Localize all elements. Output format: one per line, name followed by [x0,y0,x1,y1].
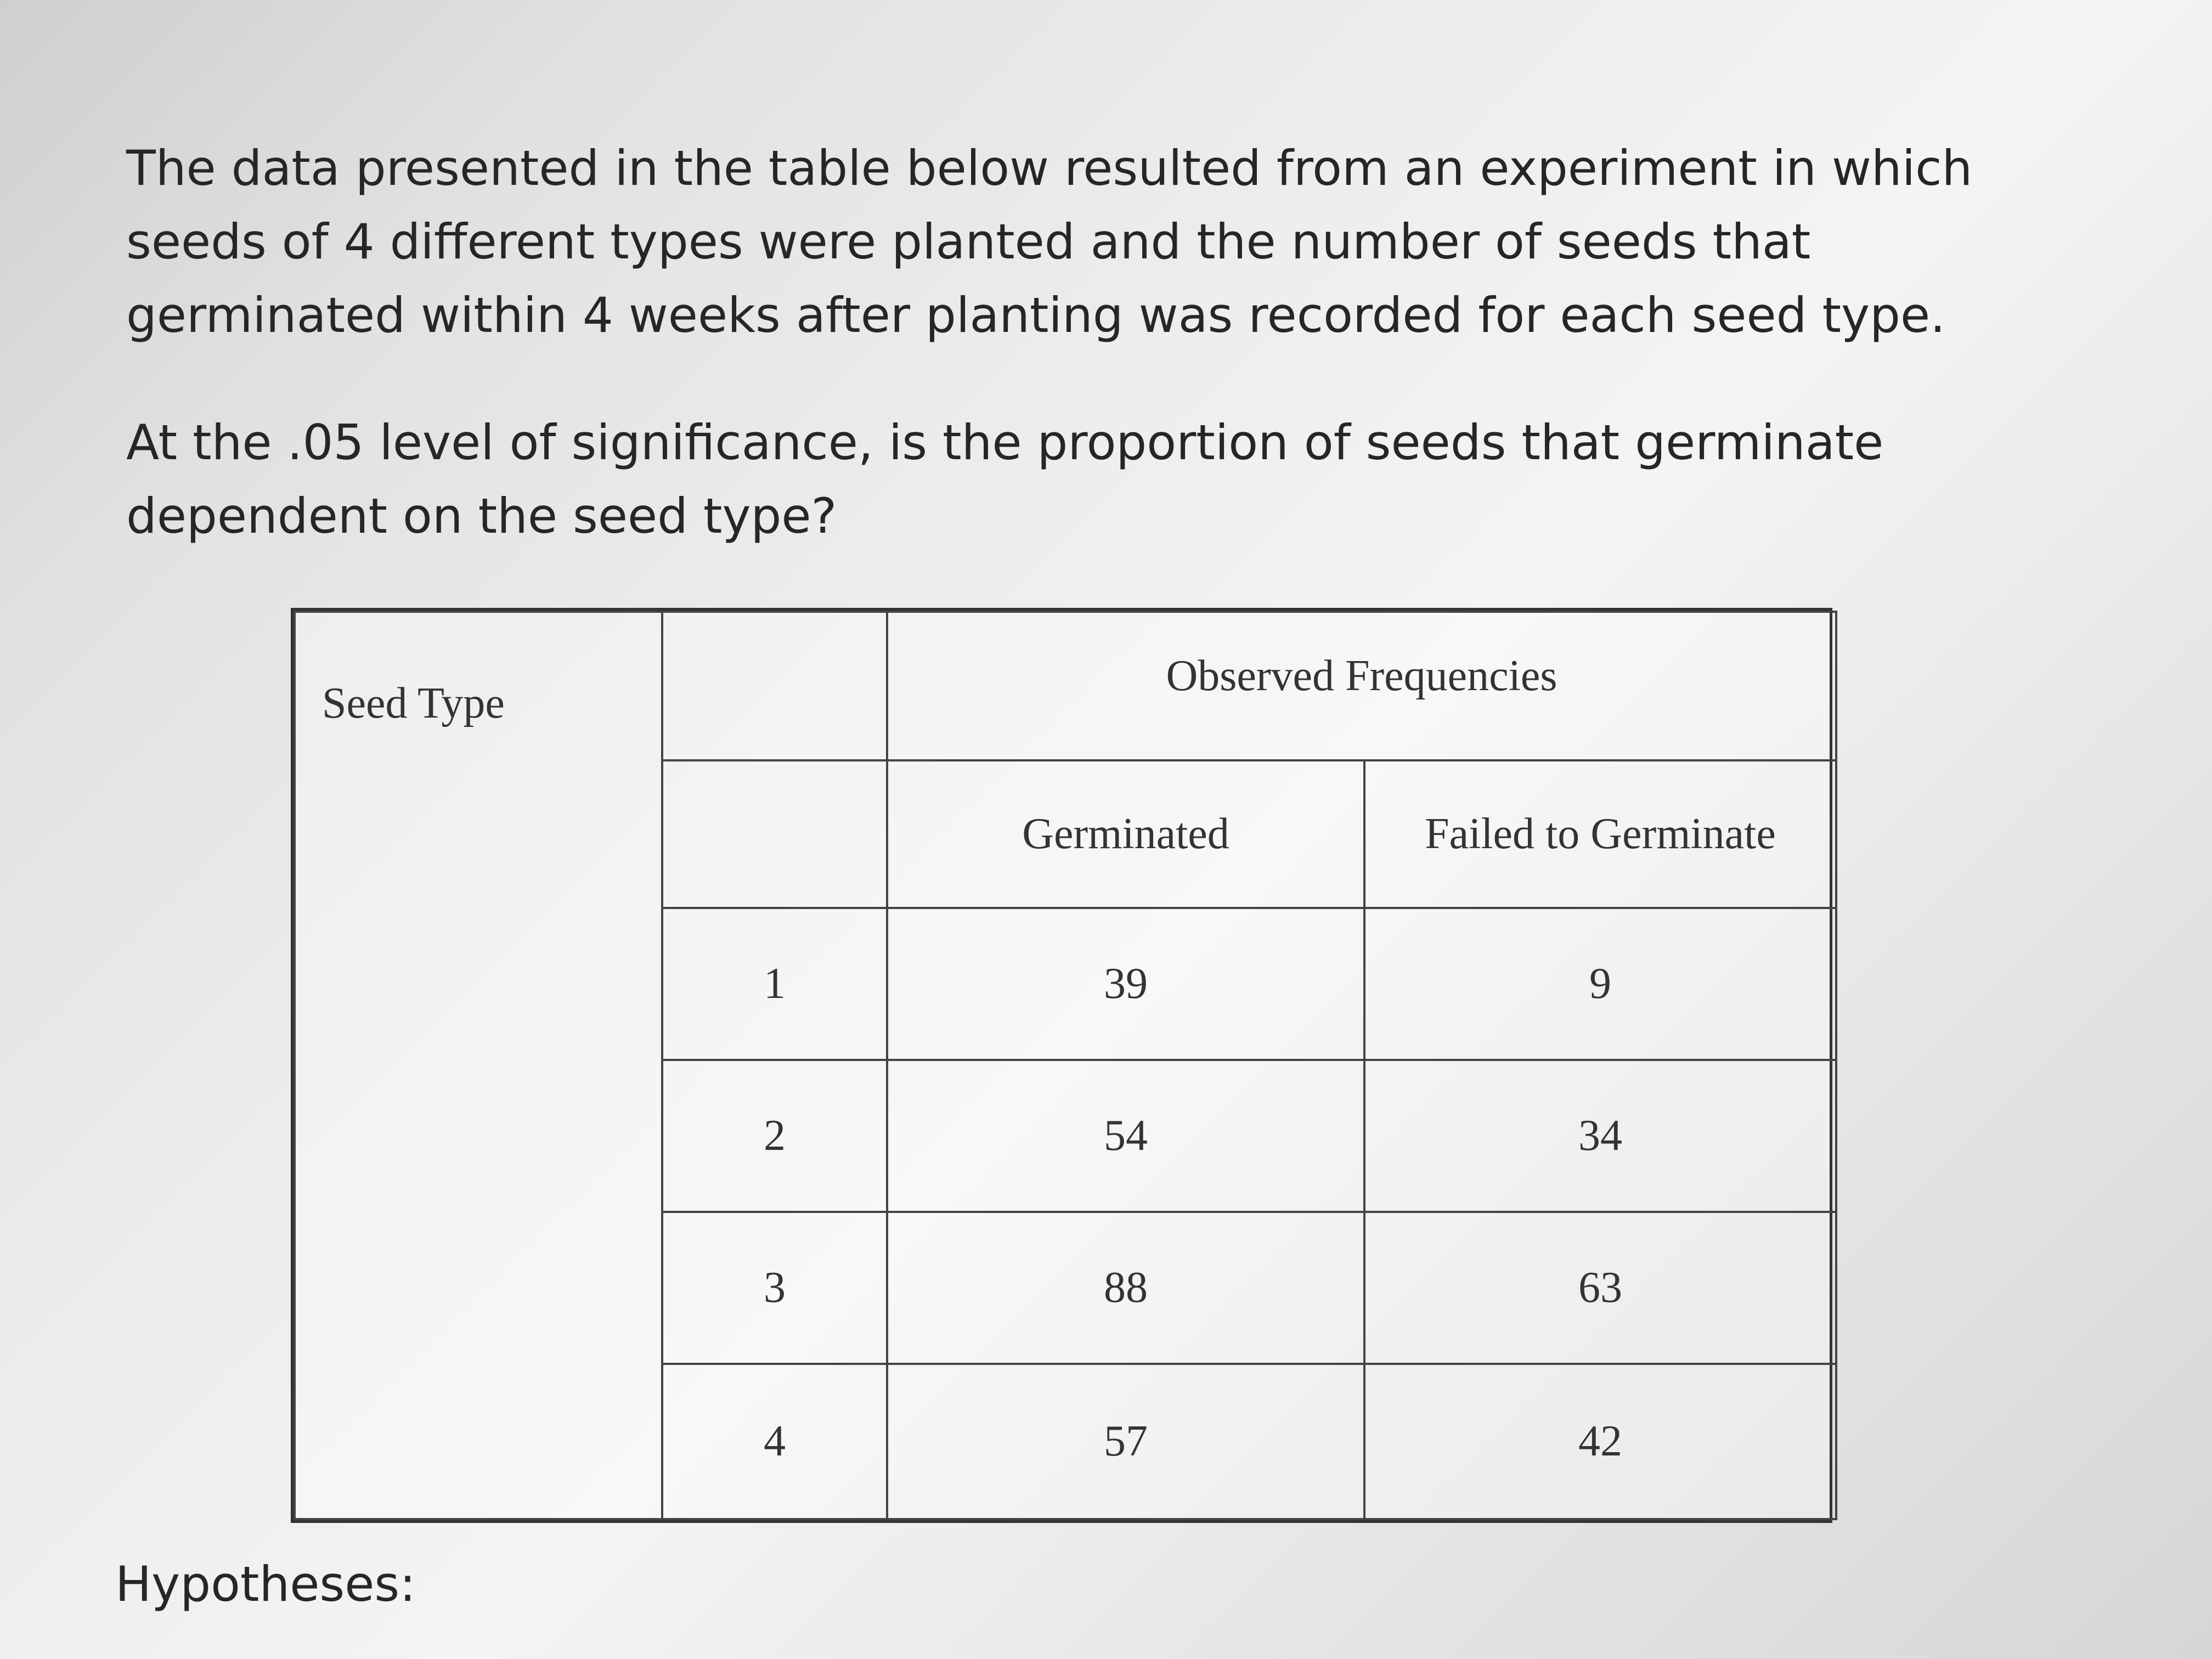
failed-cell: 63 [1364,1212,1836,1364]
intro-paragraph: The data presented in the table below resulted from an experiment in which seeds of 4 different types were planted and the number of seeds that germinated within 4 weeks after planting was recorded for each seed type. [126,140,1973,343]
germinated-cell: 54 [887,1060,1364,1212]
failed-cell: 42 [1364,1364,1836,1519]
germinated-header: Germinated [887,760,1364,908]
seed-number-cell: 2 [662,1060,887,1212]
seed-number-cell: 1 [662,908,887,1060]
seed-type-label: Seed Type [295,612,662,1519]
header-empty-cell [662,612,887,760]
germinated-cell: 88 [887,1212,1364,1364]
hypotheses-label: Hypotheses: [115,1556,416,1612]
failed-cell: 34 [1364,1060,1836,1212]
failed-cell: 9 [1364,908,1836,1060]
seed-number-cell: 4 [662,1364,887,1519]
question-paragraph: At the .05 level of significance, is the proportion of seeds that germinate dependent on the seed type? [126,414,1884,544]
failed-header: Failed to Germinate [1364,760,1836,908]
subheader-empty-cell [662,760,887,908]
observed-frequencies-table [291,608,1832,1523]
germinated-cell: 39 [887,908,1364,1060]
observed-frequencies-header: Observed Frequencies [887,612,1836,760]
germinated-cell: 57 [887,1364,1364,1519]
seed-number-cell: 3 [662,1212,887,1364]
